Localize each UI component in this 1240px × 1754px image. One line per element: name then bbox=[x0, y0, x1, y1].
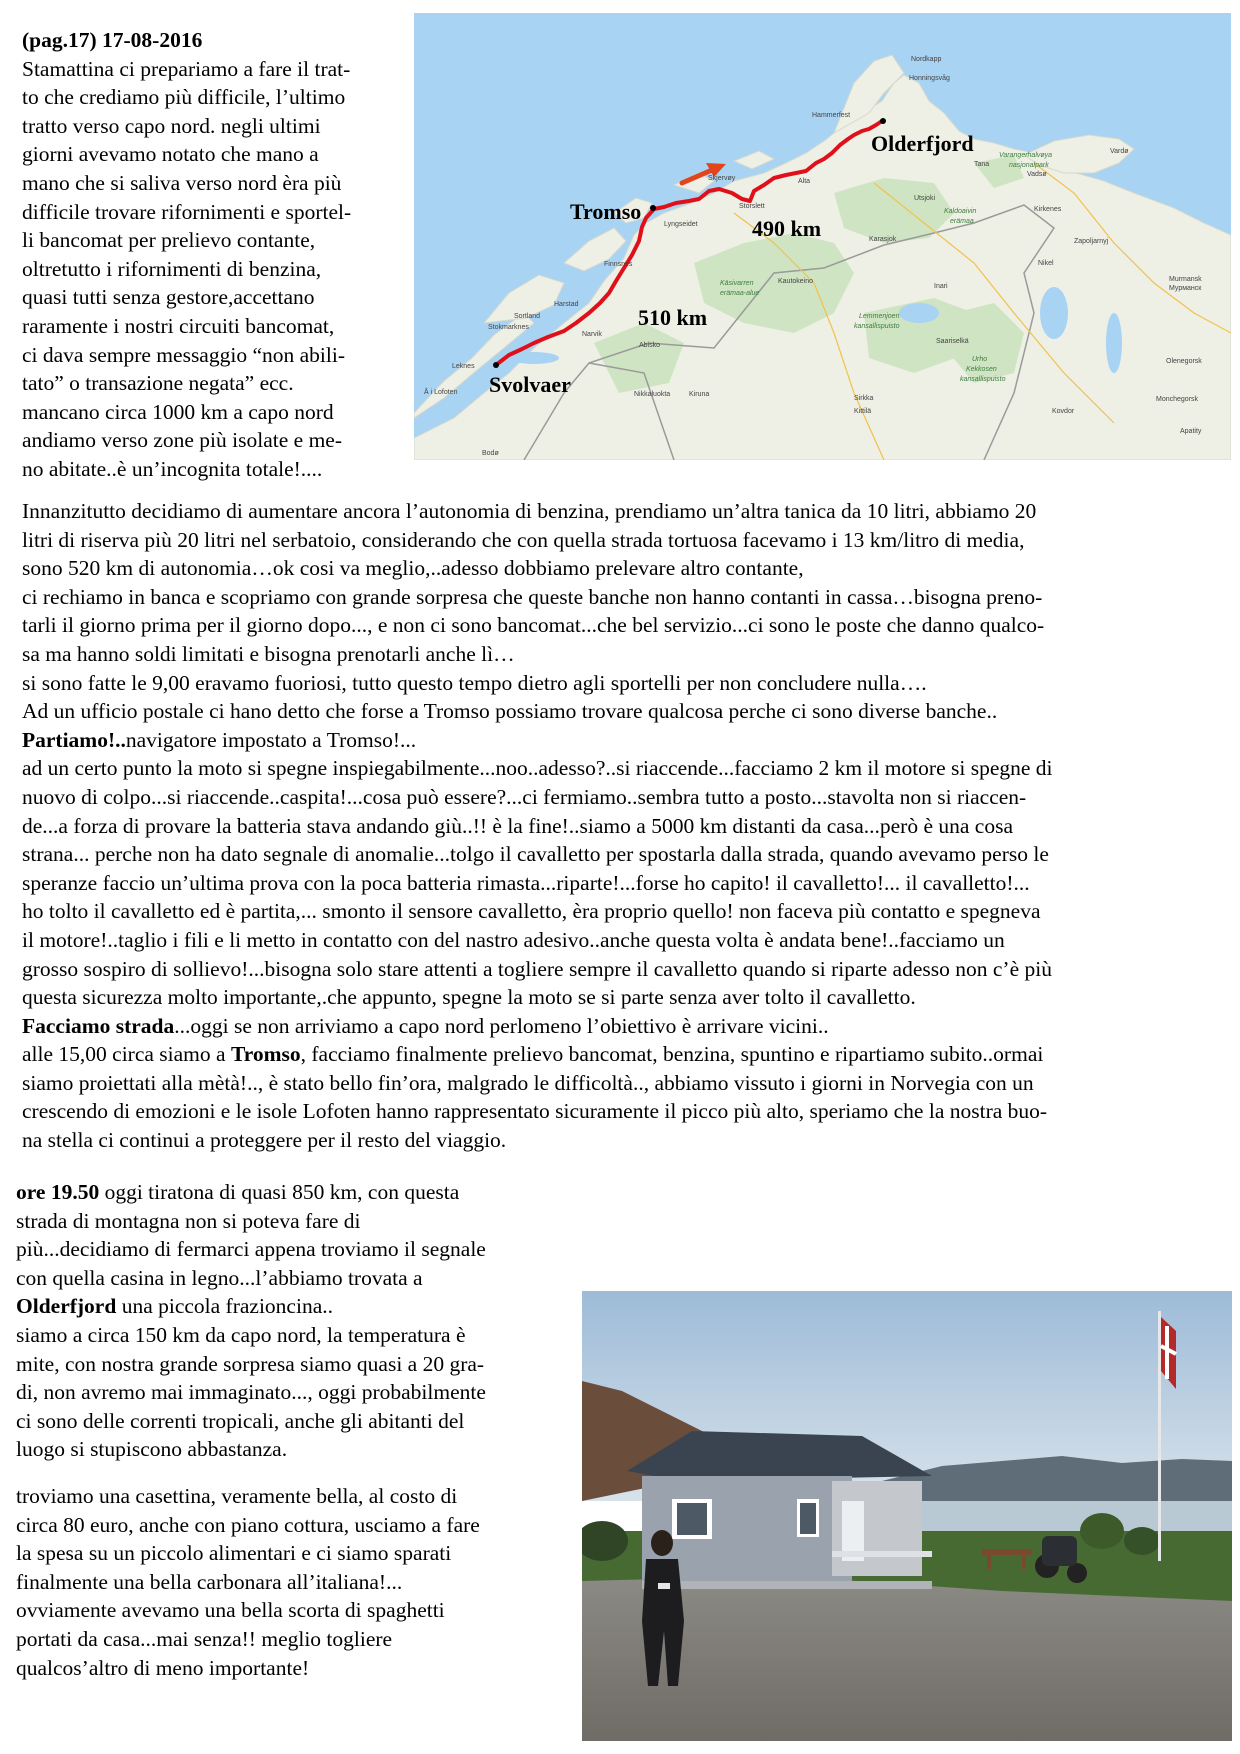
place-label: Vardø bbox=[1110, 148, 1129, 155]
text-line: grosso sospiro di sollievo!...bisogna solo stare attenti a togliere sempre il cavalletto quando si riparte adesso non c’è più bbox=[22, 956, 1052, 981]
park-label: erämaa-alue bbox=[720, 290, 760, 297]
distance-510-label: 510 km bbox=[638, 305, 708, 330]
text-line: il motore!..taglio i fili e li metto in contatto con del nastro adesivo..anche questa volta è andata bene!..facciamo un bbox=[22, 927, 1005, 952]
text-line: qualcos’altro di meno importante! bbox=[16, 1655, 310, 1680]
page-date-header: (pag.17) 17-08-2016 bbox=[22, 28, 203, 52]
bold-phrase: Facciamo strada bbox=[22, 1013, 175, 1038]
text-span: ...oggi se non arriviamo a capo nord perlomeno l’obiettivo è arrivare vicini.. bbox=[174, 1013, 829, 1038]
text-line: siamo proiettati alla mètà!.., è stato bello fin’ora, malgrado le difficoltà.., abbiamo vissuto i giorni in Norvegia con un bbox=[22, 1070, 1034, 1095]
place-label: Stokmarknes bbox=[488, 324, 529, 331]
park-label: kansallispuisto bbox=[854, 323, 900, 330]
text-line: circa 80 euro, anche con piano cottura, usciamo a fare bbox=[16, 1512, 480, 1537]
text-line: luogo si stupiscono abbastanza. bbox=[16, 1437, 288, 1462]
map-lake bbox=[899, 303, 939, 323]
text-line: questa sicurezza molto importante,.che appunto, spegne la moto se si parte senza aver tolto il cavalletto. bbox=[22, 985, 916, 1010]
bold-phrase: Tromso bbox=[230, 1042, 301, 1067]
cabin-base bbox=[642, 1581, 932, 1589]
place-label: Skjervøy bbox=[708, 175, 736, 182]
place-label: Monchegorsk bbox=[1156, 396, 1199, 403]
text-line: finalmente una bella carbonara all’italiana!... bbox=[16, 1569, 403, 1594]
intro-line: tratto verso capo nord. negli ultimi bbox=[22, 113, 321, 138]
place-label: Kirkenes bbox=[1034, 206, 1062, 213]
text-line bbox=[22, 1012, 1227, 1041]
cabin-photo-graphic bbox=[582, 1291, 1232, 1741]
photo-tree bbox=[1080, 1513, 1124, 1549]
text-line: mite, con nostra grande sorpresa siamo quasi a 20 gra- bbox=[16, 1351, 485, 1376]
svolvaer-label: Svolvaer bbox=[489, 372, 571, 397]
flagpole bbox=[1158, 1311, 1161, 1561]
place-label: Kiruna bbox=[689, 391, 710, 398]
text-line: si sono fatte le 9,00 eravamo fuoriosi, tutto questo tempo dietro agli sportelli per non concludere nulla…. bbox=[22, 670, 927, 695]
park-label: erämaa bbox=[950, 218, 974, 225]
text-line: troviamo una casettina, veramente bella, al costo di bbox=[16, 1483, 458, 1508]
text-line: più...decidiamo di fermarci appena troviamo il segnale bbox=[16, 1237, 486, 1262]
intro-line: tato” o transazione negata” ecc. bbox=[22, 371, 294, 396]
place-label: Sirkka bbox=[854, 395, 874, 402]
intro-line: mano che si saliva verso nord èra più bbox=[22, 170, 342, 195]
text-line bbox=[22, 1040, 1227, 1069]
park-label: Lemmenjoen bbox=[859, 313, 900, 320]
intro-text bbox=[22, 26, 402, 484]
text-line: con quella casina in legno...l’abbiamo trovata a bbox=[16, 1265, 423, 1290]
text-line: sa ma hanno soldi limitati e bisogna prenotarli anche lì… bbox=[22, 641, 515, 666]
text-line: la spesa su un piccolo alimentari e ci siamo sparati bbox=[16, 1541, 452, 1566]
text-line: nuovo di colpo...si riaccende..caspita!...cosa può essere?...ci fermiamo..sembra tutto a posto...stavolta non si riaccen- bbox=[22, 784, 1027, 809]
text-line: crescendo di emozioni e le isole Lofoten hanno rappresentato sicuramente il picco più alto, speriamo che la nostra buo- bbox=[22, 1099, 1048, 1124]
cabin-window-glass bbox=[800, 1503, 816, 1534]
intro-line: to che crediamo più difficile, l’ultimo bbox=[22, 85, 346, 110]
person-head bbox=[651, 1530, 673, 1556]
tromso-label: Tromso bbox=[570, 199, 642, 224]
place-label: Nikkaluokta bbox=[634, 391, 671, 398]
place-label: Finnsnes bbox=[604, 261, 633, 268]
place-label: Olenegorsk bbox=[1166, 358, 1202, 365]
intro-line: giorni avevamo notato che mano a bbox=[22, 142, 319, 167]
place-label: Inari bbox=[934, 283, 948, 290]
olderfjord-dot bbox=[880, 118, 886, 124]
text-span: una piccola frazioncina.. bbox=[116, 1294, 333, 1319]
picnic-table-leg bbox=[987, 1555, 991, 1569]
text-line: strana... perche non ha dato segnale di anomalie...tolgo il cavalletto per spostarla dalla strada, quando avevamo perso le bbox=[22, 842, 1049, 867]
intro-line: andiamo verso zone più isolate e me- bbox=[22, 428, 343, 453]
place-label: Zapoljarnyj bbox=[1074, 238, 1109, 245]
text-span: navigatore impostato a Tromso!... bbox=[125, 727, 417, 752]
cabin-photo bbox=[582, 1291, 1232, 1741]
intro-line: difficile trovare rifornimenti e sportel- bbox=[22, 199, 352, 224]
text-line bbox=[16, 1178, 576, 1207]
place-label: Tana bbox=[974, 161, 990, 168]
text-line: siamo a circa 150 km da capo nord, la temperatura è bbox=[16, 1322, 466, 1347]
text-span: oggi tiratona di quasi 850 km, con questa bbox=[99, 1180, 460, 1204]
main-text bbox=[22, 497, 1227, 1155]
picnic-table bbox=[982, 1549, 1032, 1555]
place-label: Мурманск bbox=[1169, 285, 1202, 292]
intro-line: mancano circa 1000 km a capo nord bbox=[22, 399, 334, 424]
distance-490-label: 490 km bbox=[752, 216, 822, 241]
text-line: tarli il giorno prima per il giorno dopo..., e non ci sono bancomat...che bel servizio...ci sono le poste che danno qualco- bbox=[22, 613, 1045, 638]
place-label: Kovdor bbox=[1052, 408, 1075, 415]
place-label: Harstad bbox=[554, 301, 579, 308]
place-label: Saariselkä bbox=[936, 338, 969, 345]
intro-line: quasi tutti senza gestore,accettano bbox=[22, 285, 315, 310]
place-label: Nordkapp bbox=[911, 56, 942, 63]
place-name: Olderfjord bbox=[16, 1294, 117, 1319]
text-line: speranze faccio un’ultima prova con la poca batteria rimasta...riparte!...forse ho capito! il cavalletto!... il cavalletto!... bbox=[22, 870, 1030, 895]
place-label: Karasjok bbox=[869, 236, 897, 243]
text-line: ci rechiamo in banca e scopriamo con grande sorpresa che queste banche non hanno contanti in cassa…bisogna preno- bbox=[22, 584, 1043, 609]
text-line: na stella ci continui a proteggere per il resto del viaggio. bbox=[22, 1128, 507, 1153]
photo-tree bbox=[1124, 1527, 1160, 1555]
map-lake bbox=[1106, 313, 1122, 373]
place-label: Leknes bbox=[452, 363, 475, 370]
place-label: Kautokeino bbox=[778, 278, 814, 285]
place-label: Apatity bbox=[1180, 428, 1202, 435]
place-label: Utsjoki bbox=[914, 195, 936, 202]
text-line: portati da casa...mai senza!! meglio togliere bbox=[16, 1626, 393, 1651]
route-map-graphic bbox=[414, 13, 1231, 460]
park-label: Kaldoaivin bbox=[944, 208, 977, 215]
park-label: nasjonalpark bbox=[1009, 162, 1049, 169]
place-label: Vadsø bbox=[1027, 171, 1047, 178]
place-label: Kittilä bbox=[854, 408, 872, 415]
text-line: strada di montagna non si poteva fare di bbox=[16, 1208, 361, 1233]
map-lake bbox=[1040, 287, 1068, 339]
olderfjord-label: Olderfjord bbox=[871, 131, 974, 156]
intro-line: li bancomat per prelievo contante, bbox=[22, 228, 316, 253]
text-line: sono 520 km di autonomia…ok cosi va meglio,..adesso dobbiamo prelevare altro contante, bbox=[22, 556, 804, 581]
place-label: Abisko bbox=[639, 342, 661, 349]
intro-line: oltretutto i rifornimenti di benzina, bbox=[22, 256, 322, 281]
map-island bbox=[734, 151, 774, 169]
place-label: Alta bbox=[798, 178, 811, 185]
park-label: kansallispuisto bbox=[960, 376, 1006, 383]
intro-line: Stamattina ci prepariamo a fare il trat- bbox=[22, 56, 351, 81]
intro-line: raramente i nostri circuiti bancomat, bbox=[22, 313, 335, 338]
place-label: Sortland bbox=[514, 313, 541, 320]
text-line: ad un certo punto la moto si spegne inspiegabilmente...noo..adesso?..si riaccende...facciamo 2 km il motore si spegne di bbox=[22, 756, 1053, 781]
intro-line: no abitate..è un’incognita totale!.... bbox=[22, 456, 323, 481]
text-line: Ad un ufficio postale ci hano detto che forse a Tromso possiamo trovare qualcosa perche ci sono diverse banche.. bbox=[22, 699, 998, 724]
text-line: ci sono delle correnti tropicali, anche gli abitanti del bbox=[16, 1408, 465, 1433]
route-map bbox=[414, 13, 1231, 460]
text-span: , facciamo finalmente prelievo bancomat, benzina, spuntino e ripartiamo subito..ormai bbox=[300, 1042, 1044, 1067]
text-line: litri di riserva più 20 litri nel serbatoio, considerando che con quella strada tortuosa facevamo i 13 km/litro di media, bbox=[22, 527, 1025, 552]
map-lake bbox=[509, 352, 559, 364]
text-line: de...a forza di provare la batteria stava andando giù..!! è la fine!..siamo a 5000 km distanti da casa...però è una cosa bbox=[22, 813, 1013, 838]
text-line bbox=[22, 726, 1227, 755]
svolvaer-dot bbox=[493, 362, 499, 368]
text-line: ovviamente avevamo una bella scorta di spaghetti bbox=[16, 1598, 445, 1623]
tromso-dot bbox=[650, 205, 656, 211]
person-phone bbox=[658, 1583, 670, 1589]
text-line: di, non avremo mai immaginato..., oggi probabilmente bbox=[16, 1380, 486, 1405]
cabin-railing bbox=[832, 1551, 932, 1557]
place-label: Hammerfest bbox=[812, 112, 851, 119]
place-label: Lyngseidet bbox=[664, 221, 698, 228]
park-label: Urho bbox=[972, 356, 988, 363]
time-label: ore 19.50 bbox=[16, 1180, 100, 1204]
place-label: Nikel bbox=[1038, 260, 1054, 267]
text-line: ho tolto il cavalletto ed è partita,... smonto il sensore cavalletto, èra proprio quello! non faceva più contatto e spegneva bbox=[22, 899, 1041, 924]
place-label: Narvik bbox=[582, 331, 602, 338]
park-label: Varangerhalvøya bbox=[999, 152, 1053, 159]
picnic-table-leg bbox=[1022, 1555, 1026, 1569]
park-label: Kekkosen bbox=[966, 366, 997, 373]
evening-text bbox=[16, 1178, 576, 1682]
bold-phrase: Partiamo!.. bbox=[22, 727, 126, 752]
text-line: Innanzitutto decidiamo di aumentare ancora l’autonomia di benzina, prendiamo un’altra tanica da 10 litri, abbiamo 20 bbox=[22, 499, 1037, 523]
place-label: Murmansk bbox=[1169, 276, 1202, 283]
cabin-window-glass bbox=[677, 1503, 707, 1535]
place-label: Å i Lofoten bbox=[424, 389, 458, 396]
place-label: Honningsvåg bbox=[909, 75, 950, 82]
text-span: alle 15,00 circa siamo a bbox=[22, 1042, 231, 1067]
intro-line: ci dava sempre messaggio “non abili- bbox=[22, 342, 345, 367]
motorcycle-body bbox=[1042, 1536, 1077, 1566]
text-line bbox=[16, 1292, 576, 1321]
place-label: Bodø bbox=[482, 450, 499, 457]
place-label: Storslett bbox=[739, 203, 765, 210]
park-label: Käsivarren bbox=[720, 280, 754, 287]
